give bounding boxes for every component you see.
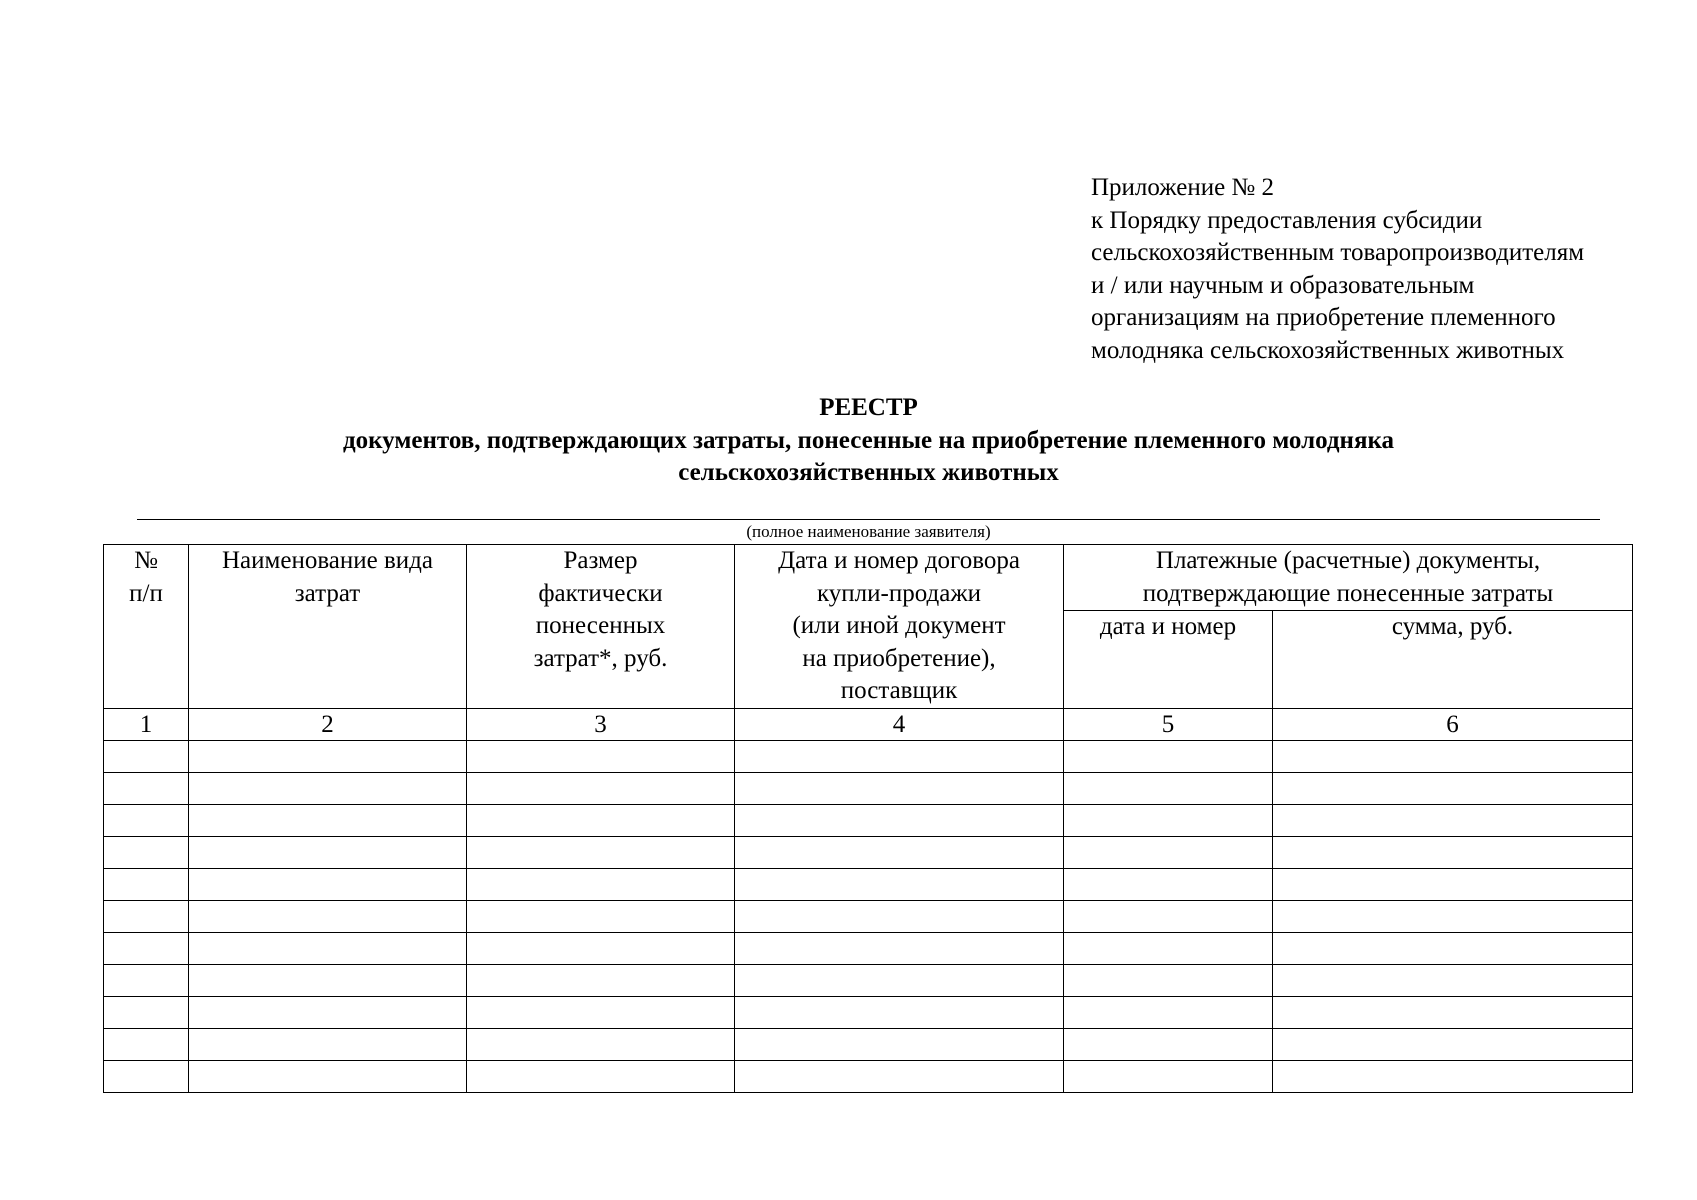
column-number: 6 [1273,708,1633,740]
table-cell[interactable] [735,932,1064,964]
table-cell[interactable] [735,804,1064,836]
appendix-block [1091,172,1671,367]
table-row [104,1028,1633,1060]
table-cell[interactable] [735,772,1064,804]
table-cell[interactable] [1064,804,1273,836]
title-line-2: документов, подтверждающих затраты, понесенные на приобретение племенного молодняка [342,426,1394,454]
column-number: 5 [1064,708,1273,740]
table-cell[interactable] [1064,1060,1273,1092]
table-cell[interactable] [735,900,1064,932]
table-cell[interactable] [735,1028,1064,1060]
document-title [0,392,1697,490]
table-cell[interactable] [189,740,467,772]
table-cell[interactable] [1273,868,1633,900]
table-cell[interactable] [189,868,467,900]
column-number: 3 [467,708,735,740]
table-cell[interactable] [1273,772,1633,804]
table-cell[interactable] [1064,1028,1273,1060]
table-row [104,932,1633,964]
table-cell[interactable] [104,1028,189,1060]
header-cost-amount: Размер фактически понесенных затрат*, руб. [467,545,735,709]
column-number: 2 [189,708,467,740]
header-date-number: дата и номер [1064,611,1273,708]
title-heading: РЕЕСТР [819,394,918,421]
table-cell[interactable] [104,964,189,996]
appendix-line-2: к Порядку предоставления субсидии [1091,206,1483,234]
applicant-caption: (полное наименование заявителя) [746,522,991,541]
table-cell[interactable] [1273,996,1633,1028]
table-cell[interactable] [189,836,467,868]
table-cell[interactable] [467,804,735,836]
table-header-row [104,545,1633,611]
table-cell[interactable] [1273,804,1633,836]
table-row [104,740,1633,772]
table-cell[interactable] [1273,1060,1633,1092]
appendix-line-6: молодняка сельскохозяйственных животных [1091,336,1565,364]
table-cell[interactable] [735,1060,1064,1092]
table-cell[interactable] [104,740,189,772]
header-contract: Дата и номер договора купли-продажи (или иной документ на приобретение), поставщик [735,545,1064,709]
table-cell[interactable] [189,804,467,836]
table-cell[interactable] [467,1060,735,1092]
table-cell[interactable] [467,932,735,964]
table-row [104,772,1633,804]
table-row [104,804,1633,836]
table-cell[interactable] [104,932,189,964]
table-cell[interactable] [104,868,189,900]
table-cell[interactable] [1273,836,1633,868]
table-cell[interactable] [1064,772,1273,804]
column-number: 1 [104,708,189,740]
table-cell[interactable] [189,1028,467,1060]
table-row [104,964,1633,996]
header-number: № п/п [104,545,189,709]
table-cell[interactable] [1273,900,1633,932]
table-cell[interactable] [735,996,1064,1028]
table-cell[interactable] [1064,900,1273,932]
column-number: 4 [735,708,1064,740]
table-cell[interactable] [1273,932,1633,964]
registry-table [103,544,1633,1093]
table-cell[interactable] [735,868,1064,900]
table-row [104,900,1633,932]
table-cell[interactable] [735,740,1064,772]
table-cell[interactable] [467,1028,735,1060]
table-cell[interactable] [1064,964,1273,996]
table-cell[interactable] [104,836,189,868]
appendix-line-1: Приложение № 2 [1091,174,1275,201]
table-cell[interactable] [1064,740,1273,772]
appendix-line-4: и / или научным и образовательным [1091,271,1475,299]
table-cell[interactable] [735,836,1064,868]
table-cell[interactable] [189,964,467,996]
table-cell[interactable] [467,868,735,900]
table-cell[interactable] [1273,740,1633,772]
title-line-3: сельскохозяйственных животных [678,459,1059,486]
table-cell[interactable] [1064,932,1273,964]
header-cost-type: Наименование вида затрат [189,545,467,709]
header-payment-documents: Платежные (расчетные) документы, подтверждающие понесенные затраты [1064,545,1633,611]
table-row [104,996,1633,1028]
table-row [104,868,1633,900]
table-cell[interactable] [104,804,189,836]
table-row [104,1060,1633,1092]
table-cell[interactable] [1064,996,1273,1028]
table-cell[interactable] [189,1060,467,1092]
appendix-line-5: организациям на приобретение племенного [1091,304,1556,331]
table-cell[interactable] [1273,1028,1633,1060]
table-cell[interactable] [467,996,735,1028]
table-cell[interactable] [735,964,1064,996]
table-cell[interactable] [467,964,735,996]
table-cell[interactable] [104,1060,189,1092]
header-sum: сумма, руб. [1273,611,1633,708]
table-cell[interactable] [467,836,735,868]
table-cell[interactable] [104,772,189,804]
column-number-row [104,708,1633,740]
table-cell[interactable] [467,900,735,932]
table-cell[interactable] [189,900,467,932]
table-cell[interactable] [189,772,467,804]
table-cell[interactable] [189,996,467,1028]
table-cell[interactable] [189,932,467,964]
table-row [104,836,1633,868]
table-cell[interactable] [1064,868,1273,900]
table-cell[interactable] [104,996,189,1028]
appendix-line-3: сельскохозяйственным товаропроизводителям [1091,239,1585,266]
table-cell[interactable] [1273,964,1633,996]
table-cell[interactable] [104,900,189,932]
table-cell[interactable] [1064,836,1273,868]
applicant-name-line [137,519,1600,520]
table-cell[interactable] [467,772,735,804]
table-cell[interactable] [467,740,735,772]
